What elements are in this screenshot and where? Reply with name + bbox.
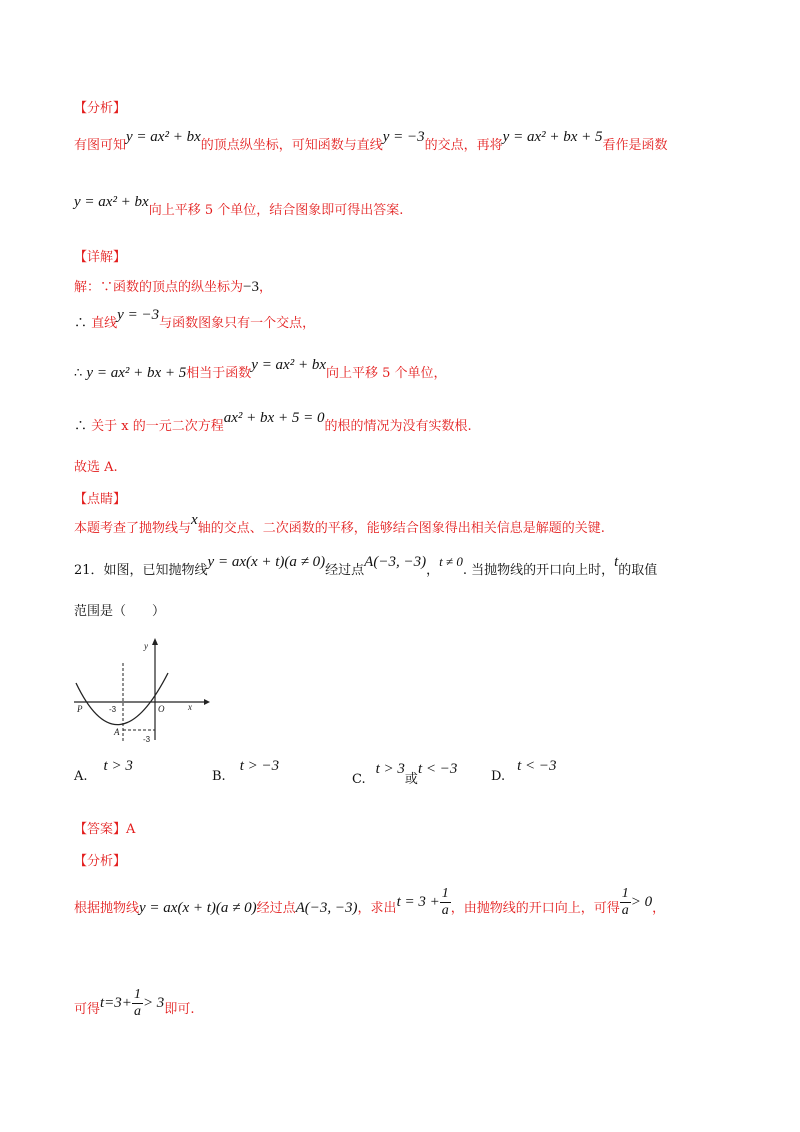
analysis-text: 的顶点纵坐标，可知函数与直线	[200, 138, 383, 153]
option-expression: t > −3	[239, 758, 280, 774]
detail-line-4	[74, 410, 472, 435]
detail-text: 直线	[91, 316, 118, 331]
math-expression: A(−3, −3)	[364, 554, 427, 570]
y-axis-label: y	[144, 641, 148, 651]
point-p-label: P	[77, 704, 83, 714]
math-expression: y = ax² + bx	[74, 194, 149, 210]
answer-header: 【答案】	[74, 822, 127, 837]
option-expression: t < −3	[417, 761, 458, 777]
math-expression: y = ax² + bx	[126, 129, 201, 145]
fraction-numerator: 1	[441, 886, 449, 901]
math-expression: y = ax² + bx + 5	[502, 129, 603, 145]
question-text: 经过点	[325, 563, 365, 578]
question-21-line-1	[74, 554, 658, 579]
comment-text: 本题考查了抛物线与	[74, 521, 192, 536]
option-b[interactable]	[212, 758, 280, 785]
analysis-text: ，由抛物线的开口向上，可得	[450, 901, 620, 916]
option-expression: t > 3	[375, 761, 405, 777]
detail-text: 向上平移 5 个单位，	[326, 366, 447, 381]
fraction-numerator: 1	[133, 987, 141, 1002]
option-expression: t < −3	[517, 758, 557, 774]
math-expression: y = ax² + bx + 5	[86, 365, 187, 381]
parabola-graph	[72, 635, 212, 745]
math-expression: y = ax² + bx	[251, 357, 326, 373]
detail-line-2	[74, 307, 316, 332]
analysis-2-line-2	[74, 987, 195, 1026]
analysis-line-2	[74, 194, 404, 219]
point-a-label: A	[114, 727, 120, 737]
math-expression: > 0	[630, 894, 653, 910]
analysis-text: 的交点，再将	[424, 138, 503, 153]
detail-text: ，	[258, 280, 272, 295]
detail-text: 关于 x 的一元二次方程	[91, 419, 224, 434]
question-text: 的取值	[618, 563, 658, 578]
x-axis-arrow	[204, 699, 210, 705]
answer-line	[74, 818, 135, 837]
comment-text: 轴的交点、二次函数的平移，能够结合图象得出相关信息是解题的关键.	[197, 521, 605, 536]
fraction-denominator: a	[133, 1004, 141, 1019]
x-axis-label: x	[188, 702, 192, 712]
question-21-line-2: 范围是（ ）	[74, 604, 166, 619]
detail-text: 与函数图象只有一个交点，	[159, 316, 316, 331]
fraction	[620, 886, 631, 919]
x-tick-neg3: -3	[109, 705, 117, 714]
question-text: . 当抛物线的开口向上时，	[462, 563, 615, 578]
math-expression: y = −3	[382, 129, 425, 145]
analysis-text: ，求出	[357, 901, 397, 916]
math-expression: ax² + bx + 5 = 0	[223, 410, 325, 426]
math-expression: x	[191, 512, 198, 528]
comment-header: 【点睛】	[74, 492, 127, 507]
option-a[interactable]	[74, 758, 133, 785]
analysis-text: 即可.	[164, 1002, 195, 1017]
fraction-numerator: 1	[621, 886, 629, 901]
math-expression: t ≠ 0	[439, 554, 463, 569]
analysis-text: 根据抛物线	[74, 901, 140, 916]
math-expression: A(−3, −3)	[295, 900, 358, 916]
fraction-denominator: a	[621, 903, 629, 918]
detail-text: 相当于函数	[186, 366, 252, 381]
analysis-header: 【分析】	[74, 101, 127, 116]
therefore-symbol: ∴	[74, 366, 83, 381]
analysis-text: 有图可知	[74, 138, 127, 153]
option-expression: t > 3	[103, 758, 133, 774]
y-tick-neg3: -3	[143, 735, 151, 744]
math-expression: t=3+	[100, 995, 132, 1011]
option-label: A.	[74, 769, 88, 784]
math-expression: −3	[243, 279, 259, 295]
fraction	[440, 886, 451, 919]
choose-answer: 故选 A.	[74, 460, 118, 475]
option-d[interactable]	[491, 758, 557, 785]
fraction-denominator: a	[441, 903, 449, 918]
analysis-text: 看作是函数	[602, 138, 668, 153]
answer-value: A	[126, 822, 136, 837]
detail-line-1	[74, 276, 272, 296]
math-expression: t	[614, 554, 619, 570]
math-expression: y = −3	[117, 307, 160, 323]
therefore-symbol: ∴	[74, 419, 88, 434]
detail-header: 【详解】	[74, 250, 127, 265]
option-label: D.	[491, 769, 506, 784]
detail-line-3	[74, 357, 447, 382]
detail-text: 的根的情况为没有实数根.	[324, 419, 472, 434]
math-expression: t = 3 +	[396, 894, 440, 910]
parabola-curve	[76, 673, 168, 725]
detail-text: 解：∵函数的顶点的纵坐标为	[74, 280, 244, 295]
analysis-text: ，	[652, 901, 666, 916]
comment-line	[74, 512, 605, 537]
analysis-line-1	[74, 129, 668, 154]
analysis-2-header: 【分析】	[74, 854, 127, 869]
option-label: B.	[212, 769, 226, 784]
origin-label: O	[158, 704, 165, 714]
option-or: 或	[404, 772, 418, 787]
question-text: ，	[426, 563, 440, 578]
y-axis-arrow	[152, 638, 158, 645]
analysis-text: 可得	[74, 1002, 101, 1017]
math-expression: > 3	[142, 995, 165, 1011]
fraction	[132, 987, 143, 1020]
math-expression: y = ax(x + t)(a ≠ 0)	[139, 900, 257, 916]
analysis-text: 经过点	[256, 901, 296, 916]
analysis-text: 向上平移 5 个单位，结合图象即可得出答案.	[148, 203, 404, 218]
option-c[interactable]	[352, 761, 458, 788]
math-expression: y = ax(x + t)(a ≠ 0)	[207, 554, 326, 570]
option-label: C.	[352, 772, 366, 787]
question-text: 21．如图，已知抛物线	[74, 563, 208, 578]
therefore-symbol: ∴	[74, 316, 88, 331]
analysis-2-line-1	[74, 886, 666, 925]
